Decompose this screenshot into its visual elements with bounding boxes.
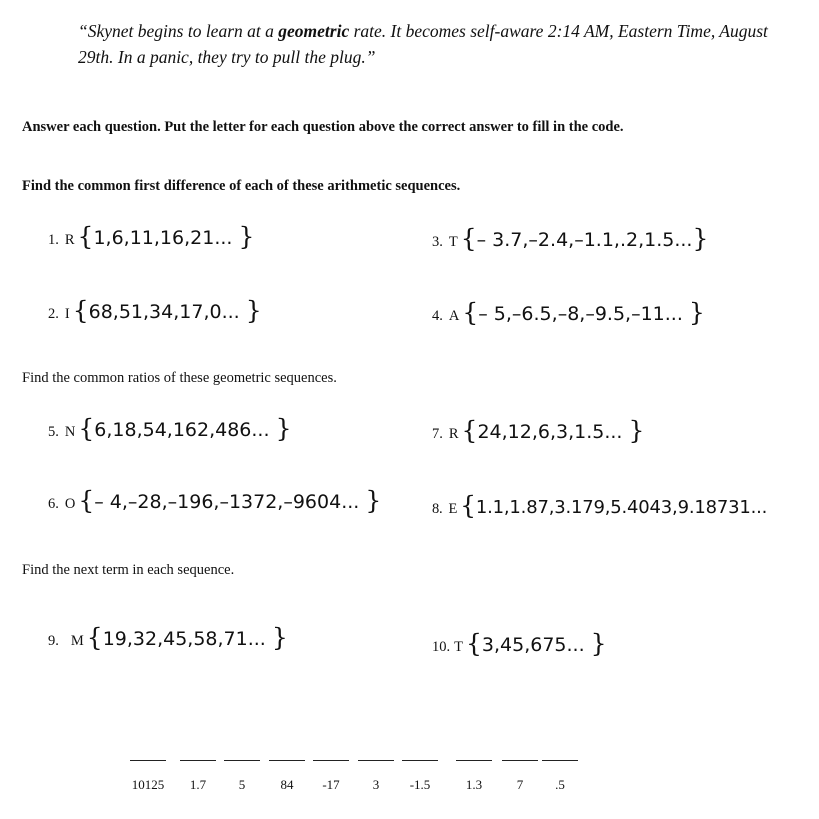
close-brace: }	[365, 486, 382, 515]
open-brace: {	[465, 629, 482, 658]
code-blank[interactable]	[358, 750, 394, 793]
blank-line	[502, 760, 538, 761]
blank-line	[224, 760, 260, 761]
sequence: 19,32,45,58,71...	[102, 628, 272, 650]
question-2	[48, 295, 262, 327]
sequence: 1,6,11,16,21...	[93, 227, 239, 249]
code-blank[interactable]	[130, 750, 166, 793]
open-brace: {	[462, 298, 479, 327]
question-8	[432, 490, 767, 522]
sequence: – 4,–28,–196,–1372,–9604...	[94, 491, 366, 513]
answer-value: 10125	[131, 777, 165, 792]
question-letter: E	[448, 501, 458, 517]
question-5	[48, 413, 291, 445]
quote	[78, 18, 778, 70]
question-letter: A	[448, 308, 460, 324]
quote-text-2: rate. It becomes self-aware 2:14 AM, Eastern Time, August 29th. In a panic, they try to pull the plug.”	[78, 21, 768, 67]
question-letter: M	[70, 633, 84, 649]
open-brace: {	[460, 491, 476, 520]
blank-line	[269, 760, 305, 761]
quote-text-1: “Skynet begins to learn at a	[78, 21, 279, 41]
open-brace: {	[461, 416, 478, 445]
question-letter: R	[448, 426, 459, 442]
answer-value: 3	[372, 777, 380, 792]
question-number: 1.	[48, 232, 59, 248]
close-brace: }	[271, 623, 288, 652]
open-brace: {	[78, 486, 95, 515]
open-brace: {	[72, 296, 89, 325]
question-letter: T	[454, 639, 463, 655]
question-number: 10.	[432, 639, 451, 655]
question-number: 3.	[432, 234, 443, 250]
sequence: – 3.7,–2.4,–1.1,.2,1.5...	[476, 229, 693, 251]
question-4	[432, 297, 705, 329]
question-1	[48, 221, 254, 253]
section-heading-geometric: Find the common ratios of these geometric sequences.	[22, 370, 337, 386]
question-number: 6.	[48, 496, 59, 512]
blank-line	[542, 760, 578, 761]
question-6	[48, 485, 381, 517]
answer-value: -1.5	[409, 777, 431, 792]
question-letter: O	[64, 496, 76, 512]
question-number: 2.	[48, 306, 59, 322]
close-brace: }	[238, 222, 255, 251]
section-heading-next-term: Find the next term in each sequence.	[22, 562, 235, 578]
question-letter: R	[64, 232, 75, 248]
answer-value: 7	[516, 777, 524, 792]
question-letter: T	[448, 234, 458, 250]
blank-line	[402, 760, 438, 761]
answer-value: 84	[280, 777, 294, 792]
code-blank[interactable]	[402, 750, 438, 793]
code-blank[interactable]	[502, 750, 538, 793]
close-brace: }	[628, 416, 645, 445]
code-blank[interactable]	[224, 750, 260, 793]
question-letter: N	[64, 424, 76, 440]
open-brace: {	[460, 224, 477, 253]
sequence: 1.1,1.87,3.179,5.4043,9.18731...	[475, 497, 768, 518]
blank-line	[180, 760, 216, 761]
answer-value: -17	[322, 777, 340, 792]
blank-line	[313, 760, 349, 761]
open-brace: {	[77, 222, 94, 251]
question-number: 7.	[432, 426, 443, 442]
question-9	[48, 622, 288, 654]
answer-value: .5	[555, 777, 565, 792]
answer-value: 5	[238, 777, 246, 792]
code-blank[interactable]	[180, 750, 216, 793]
code-blank[interactable]	[313, 750, 349, 793]
close-brace: }	[692, 224, 709, 253]
sequence: 24,12,6,3,1.5...	[477, 421, 629, 443]
section-heading-arithmetic: Find the common first difference of each of these arithmetic sequences.	[22, 178, 461, 194]
answer-value: 1.7	[189, 777, 207, 792]
answer-value: 1.3	[465, 777, 483, 792]
question-3	[432, 223, 708, 255]
open-brace: {	[86, 623, 103, 652]
question-number: 4.	[432, 308, 443, 324]
blank-line	[130, 760, 166, 761]
instructions: Answer each question. Put the letter for each question above the correct answer to fill in the code.	[22, 119, 624, 135]
blank-line	[358, 760, 394, 761]
question-10	[432, 628, 607, 660]
question-number: 8.	[432, 501, 443, 517]
question-number: 5.	[48, 424, 59, 440]
close-brace: }	[590, 629, 607, 658]
open-brace: {	[78, 414, 95, 443]
code-blank[interactable]	[456, 750, 492, 793]
close-brace: }	[688, 298, 705, 327]
question-number: 9.	[48, 633, 59, 649]
blank-line	[456, 760, 492, 761]
quote-bold-word: geometric	[278, 21, 350, 41]
close-brace: }	[275, 414, 292, 443]
sequence: 3,45,675...	[481, 634, 591, 656]
sequence: 68,51,34,17,0...	[88, 301, 246, 323]
sequence: – 5,–6.5,–8,–9.5,–11...	[478, 303, 689, 325]
code-blank[interactable]	[542, 750, 578, 793]
close-brace: }	[245, 296, 262, 325]
question-letter: I	[64, 306, 70, 322]
sequence: 6,18,54,162,486...	[94, 419, 276, 441]
code-blank[interactable]	[269, 750, 305, 793]
question-7	[432, 415, 644, 447]
